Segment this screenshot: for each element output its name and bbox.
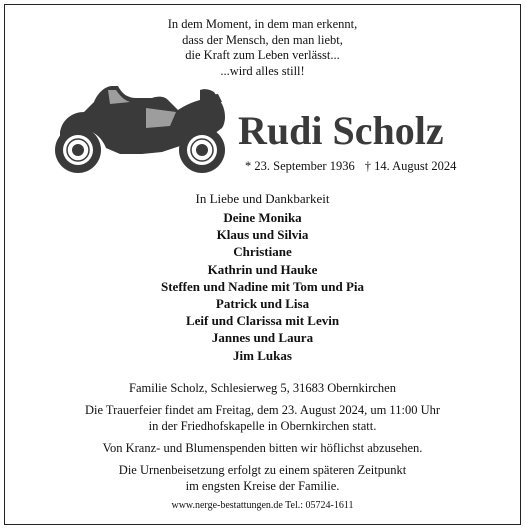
urn-line: im engsten Kreise der Familie.: [185, 478, 340, 493]
mourner-name: Patrick und Lisa: [215, 296, 310, 312]
urn-burial-info: [0, 463, 525, 494]
birth-date: * 23. September 1936: [245, 159, 355, 173]
death-date: † 14. August 2024: [364, 159, 457, 173]
mourner-name: Deine Monika: [223, 210, 302, 225]
flowers-note: Von Kranz- und Blumenspenden bitten wir höflichst abzusehen.: [102, 441, 423, 455]
funeral-line: Die Trauerfeier findet am Freitag, dem 23. August 2024, um 11:00 Uhr: [84, 403, 441, 417]
mourner-name: Christiane: [233, 244, 292, 260]
quote-block: [0, 17, 525, 79]
family-address: Familie Scholz, Schlesierweg 5, 31683 Obernkirchen: [129, 381, 396, 395]
funeral-line: in der Friedhofskapelle in Obernkirchen statt.: [148, 418, 377, 433]
motorcycle-icon: [50, 82, 232, 176]
mourners-list: [0, 209, 525, 364]
mourner-name: Kathrin und Hauke: [207, 261, 318, 277]
quote-line: die Kraft zum Leben verlässt...: [185, 48, 340, 62]
life-dates: [245, 158, 515, 174]
mourner-name: Leif und Clarissa mit Levin: [185, 313, 340, 329]
mourner-name: Klaus und Silvia: [216, 227, 309, 243]
quote-line: ...wird alles still!: [220, 63, 305, 78]
deceased-name: Rudi Scholz: [238, 108, 444, 153]
mourners-intro: In Liebe und Dankbarkeit: [195, 191, 330, 206]
mourner-name: Steffen und Nadine mit Tom und Pia: [161, 278, 364, 294]
quote-line: In dem Moment, in dem man erkennt,: [167, 17, 358, 31]
undertaker-contact: www.nerge-bestattungen.de Tel.: 05724-1611: [171, 500, 354, 511]
quote-line: dass der Mensch, den man liebt,: [182, 32, 343, 47]
urn-line: Die Urnenbeisetzung erfolgt zu einem späteren Zeitpunkt: [118, 463, 407, 477]
mourner-name: Jannes und Laura: [211, 330, 314, 346]
mourner-name: Jim Lukas: [233, 347, 292, 363]
funeral-info: [0, 403, 525, 434]
